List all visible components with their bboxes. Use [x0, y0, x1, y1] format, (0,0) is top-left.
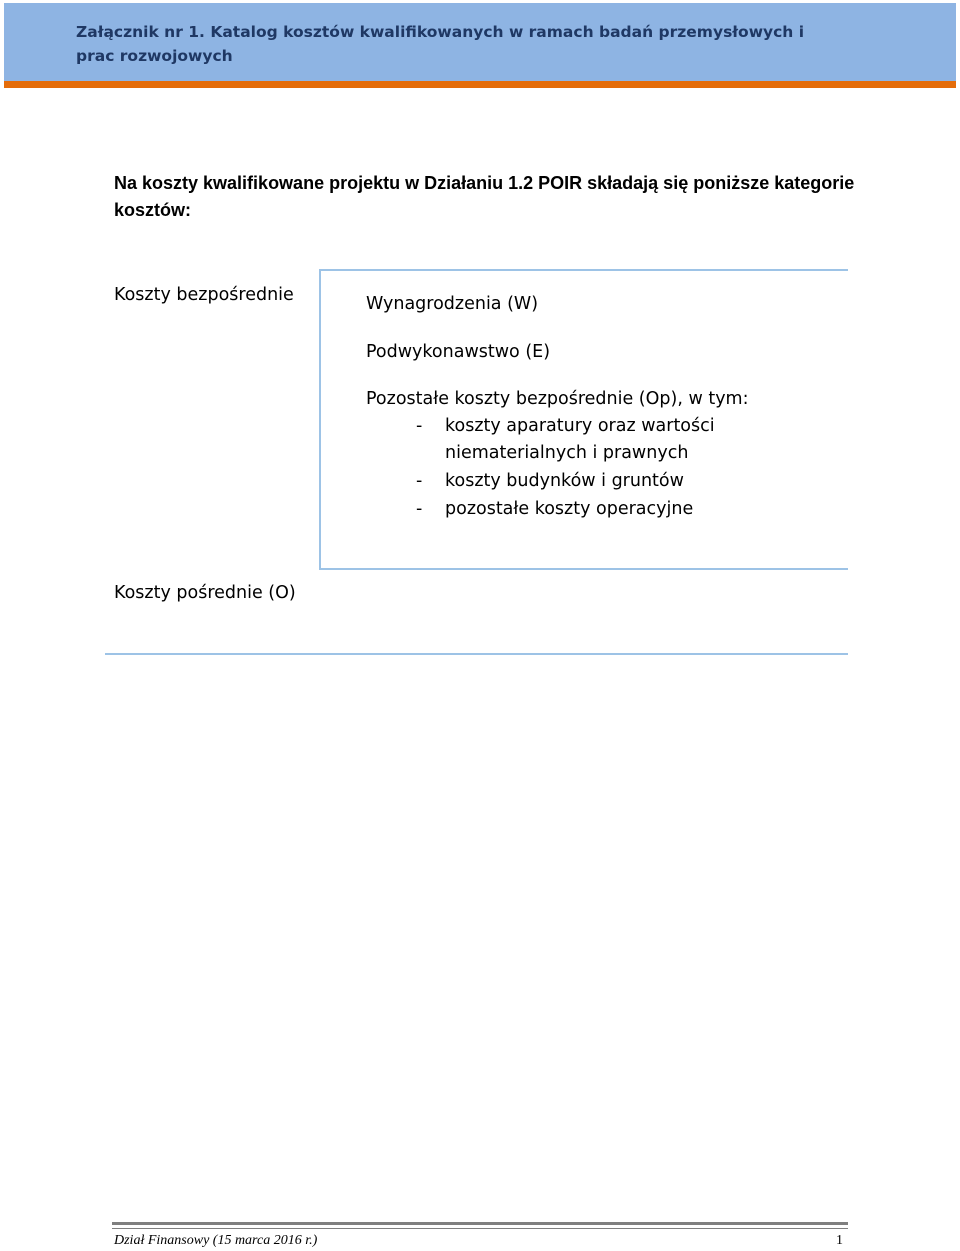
page-number: 1 [836, 1233, 843, 1248]
table-column-divider [319, 269, 321, 569]
bullet-dash: - [416, 416, 423, 436]
table-middle-rule [319, 568, 848, 570]
table-top-rule-right [319, 269, 848, 271]
footer-rule-thin [112, 1228, 848, 1229]
direct-costs-label: Koszty bezpośrednie [114, 285, 294, 305]
document-header-title: Załącznik nr 1. Katalog kosztów kwalifikowanych w ramach badań przemysłowych i prac rozwojowych [76, 23, 805, 65]
footer-rule-thick [112, 1222, 848, 1225]
equipment-costs-line-1: koszty aparatury oraz wartości [445, 416, 715, 436]
bullet-dash: - [416, 471, 423, 491]
equipment-costs-line-2: niematerialnych i prawnych [445, 443, 689, 463]
other-direct-costs-item: Pozostałe koszty bezpośrednie (Op), w tym: [366, 389, 749, 409]
subcontracting-item: Podwykonawstwo (E) [366, 342, 551, 362]
wages-item: Wynagrodzenia (W) [366, 294, 539, 314]
footer-department: Dział Finansowy (15 marca 2016 r.) [114, 1233, 318, 1248]
bullet-dash: - [416, 499, 423, 519]
buildings-costs-item: koszty budynków i gruntów [445, 471, 684, 491]
indirect-costs-label: Koszty pośrednie (O) [114, 583, 296, 603]
operational-costs-item: pozostałe koszty operacyjne [445, 499, 694, 519]
intro-paragraph: Na koszty kwalifikowane projektu w Działaniu 1.2 POIR składają się poniższe kategorie kosztów: [114, 173, 855, 220]
table-bottom-rule [105, 653, 848, 655]
